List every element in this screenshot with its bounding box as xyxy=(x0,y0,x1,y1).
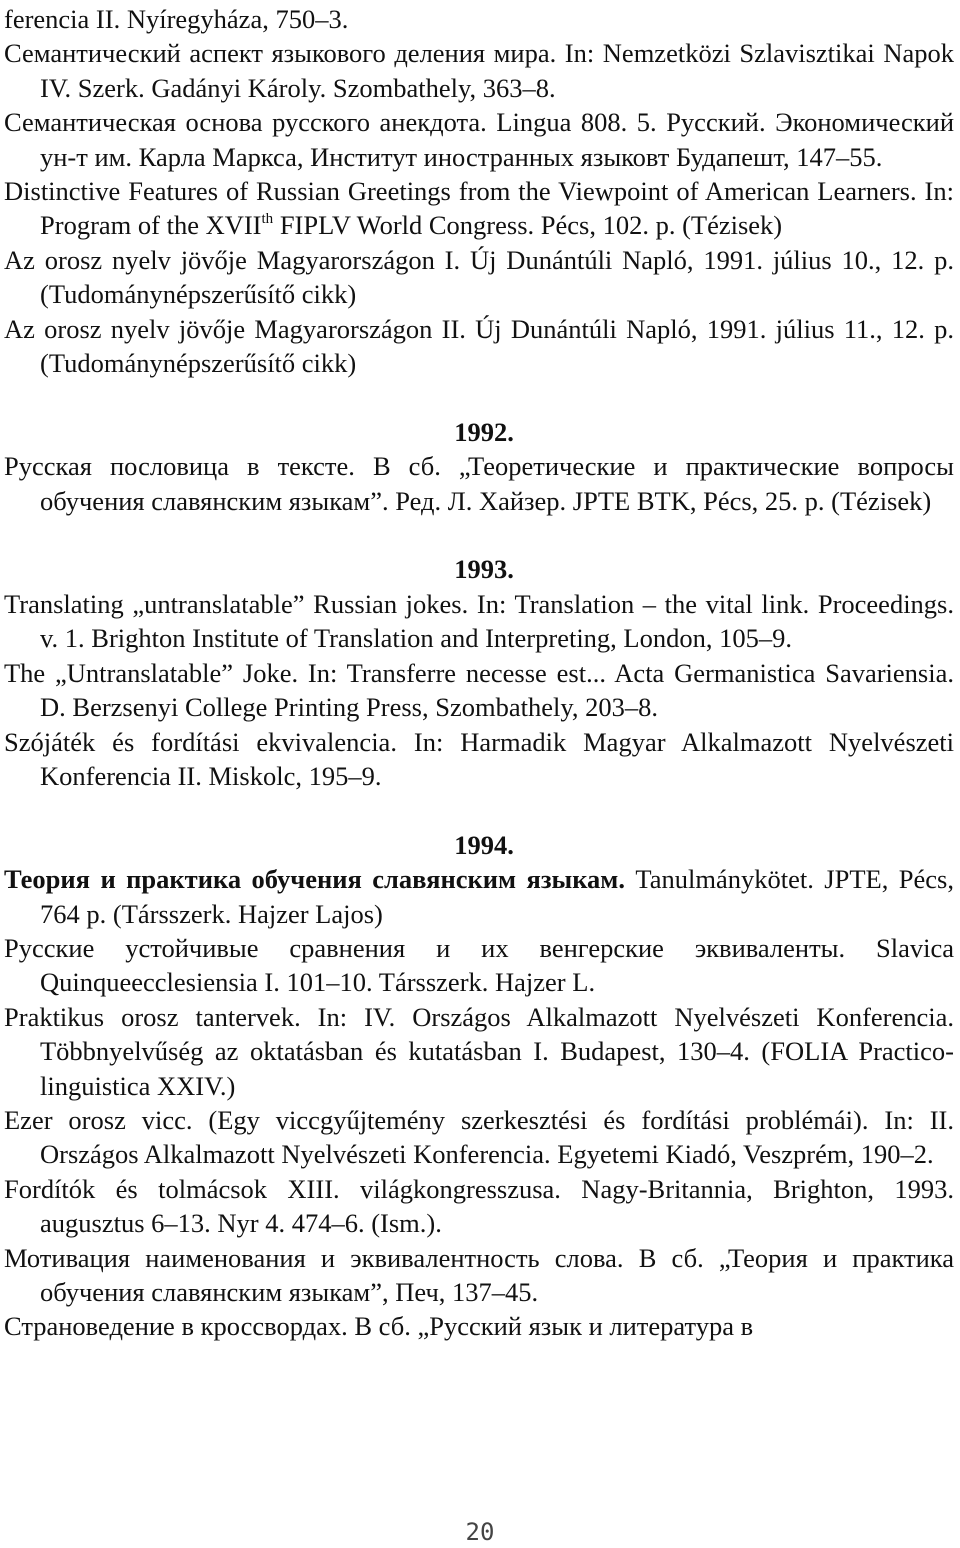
year-heading-1992: 1992. xyxy=(454,416,514,447)
bibliography-entry xyxy=(4,862,954,931)
bibliography-entry: Семантическая основа русского анекдота. Lingua 808. 5. Русский. Экономический ун-т им. Карла Маркса, Институт иностранных языковт Будапешт, 147–55. xyxy=(4,107,954,172)
year-heading-1993: 1993. xyxy=(454,554,514,585)
bibliography-entry: Praktikus orosz tantervek. In: IV. Országos Alkalmazott Nyelvészeti Konferencia. Többnyelvűség az oktatásban és kutatásban I. Budapest, 130–4. (FOLIA Practico-linguistica XXIV.) xyxy=(4,1001,954,1101)
entry-text: Distinctive Features of Russian Greetings from the Viewpoint of American Learners. In: Program of the XVII xyxy=(4,176,954,241)
bibliography-entry: ferencia II. Nyíregyháza, 750–3. xyxy=(4,4,349,34)
bibliography-entry: Русская пословица в тексте. В сб. „Теоретические и практические вопросы обучения славянским языкам”. Ред. Л. Хайзер. JPTE BTK, Pécs, 25. p. (Tézisek) xyxy=(4,451,954,516)
bibliography-entry: Fordítók és tolmácsok XIII. világkongresszusa. Nagy-Britannia, Brighton, 1993. augusztus 6–13. Nyr 4. 474–6. (Ism.). xyxy=(4,1173,954,1239)
book-title: Теория и практика обучения славянским языкам. xyxy=(4,864,625,895)
bibliography-entry: Az orosz nyelv jövője Magyarországon I. Új Dunántúli Napló, 1991. július 10., 12. p. (Tudománynépszerűsítő cikk) xyxy=(4,244,954,310)
bibliography-entry: Страноведение в кроссвордах. В сб. „Русский язык и литература в xyxy=(4,1311,754,1342)
bibliography-entry: Мотивация наименования и эквивалентность слова. В сб. „Теория и практика обучения славянским языкам”, Печ, 137–45. xyxy=(4,1242,954,1307)
year-heading-1994: 1994. xyxy=(454,829,514,860)
bibliography-entry: Szójáték és fordítási ekvivalencia. In: Harmadik Magyar Alkalmazott Nyelvészeti Konferencia II. Miskolc, 195–9. xyxy=(4,726,954,791)
bibliography-entry: Русские устойчивые сравнения и их венгерские эквиваленты. Slavica Quinqueecclesiensia I. 101–10. Társszerk. Hajzer L. xyxy=(4,932,954,998)
entry-text: Tanulmánykötet. JPTE, Pécs, 764 p. (Társszerk. Hajzer Lajos) xyxy=(40,864,954,929)
bibliography-entry: Translating „untranslatable” Russian jokes. In: Translation – the vital link. Proceedings. v. 1. Brighton Institute of Translation and Interpreting, London, 105–9. xyxy=(4,588,954,654)
bibliography-entry xyxy=(4,174,954,243)
bibliography-entry: The „Untranslatable” Joke. In: Transferre necesse est... Acta Germanistica Savariensia. D. Berzsenyi College Printing Press, Szombathely, 203–8. xyxy=(4,657,954,723)
bibliography-entry: Ezer orosz vicc. (Egy viccgyűjtemény szerkesztési és fordítási problémái). In: II. Országos Alkalmazott Nyelvészeti Konferencia. Egyetemi Kiadó, Veszprém, 190–2. xyxy=(4,1104,954,1170)
ordinal-superscript: th xyxy=(261,211,274,228)
page-number: 20 xyxy=(465,1518,495,1546)
entry-text: FIPLV World Congress. Pécs, 102. p. (Tézisek) xyxy=(273,210,783,241)
bibliography-entry: Az orosz nyelv jövője Magyarországon II. Új Dunántúli Napló, 1991. július 11., 12. p. (Tudománynépszerűsítő cikk) xyxy=(4,313,954,379)
bibliography-entry: Семантический аспект языкового деления мира. In: Nemzetközi Szlavisztikai Napok IV. Szerk. Gadányi Károly. Szombathely, 363–8. xyxy=(4,38,954,103)
